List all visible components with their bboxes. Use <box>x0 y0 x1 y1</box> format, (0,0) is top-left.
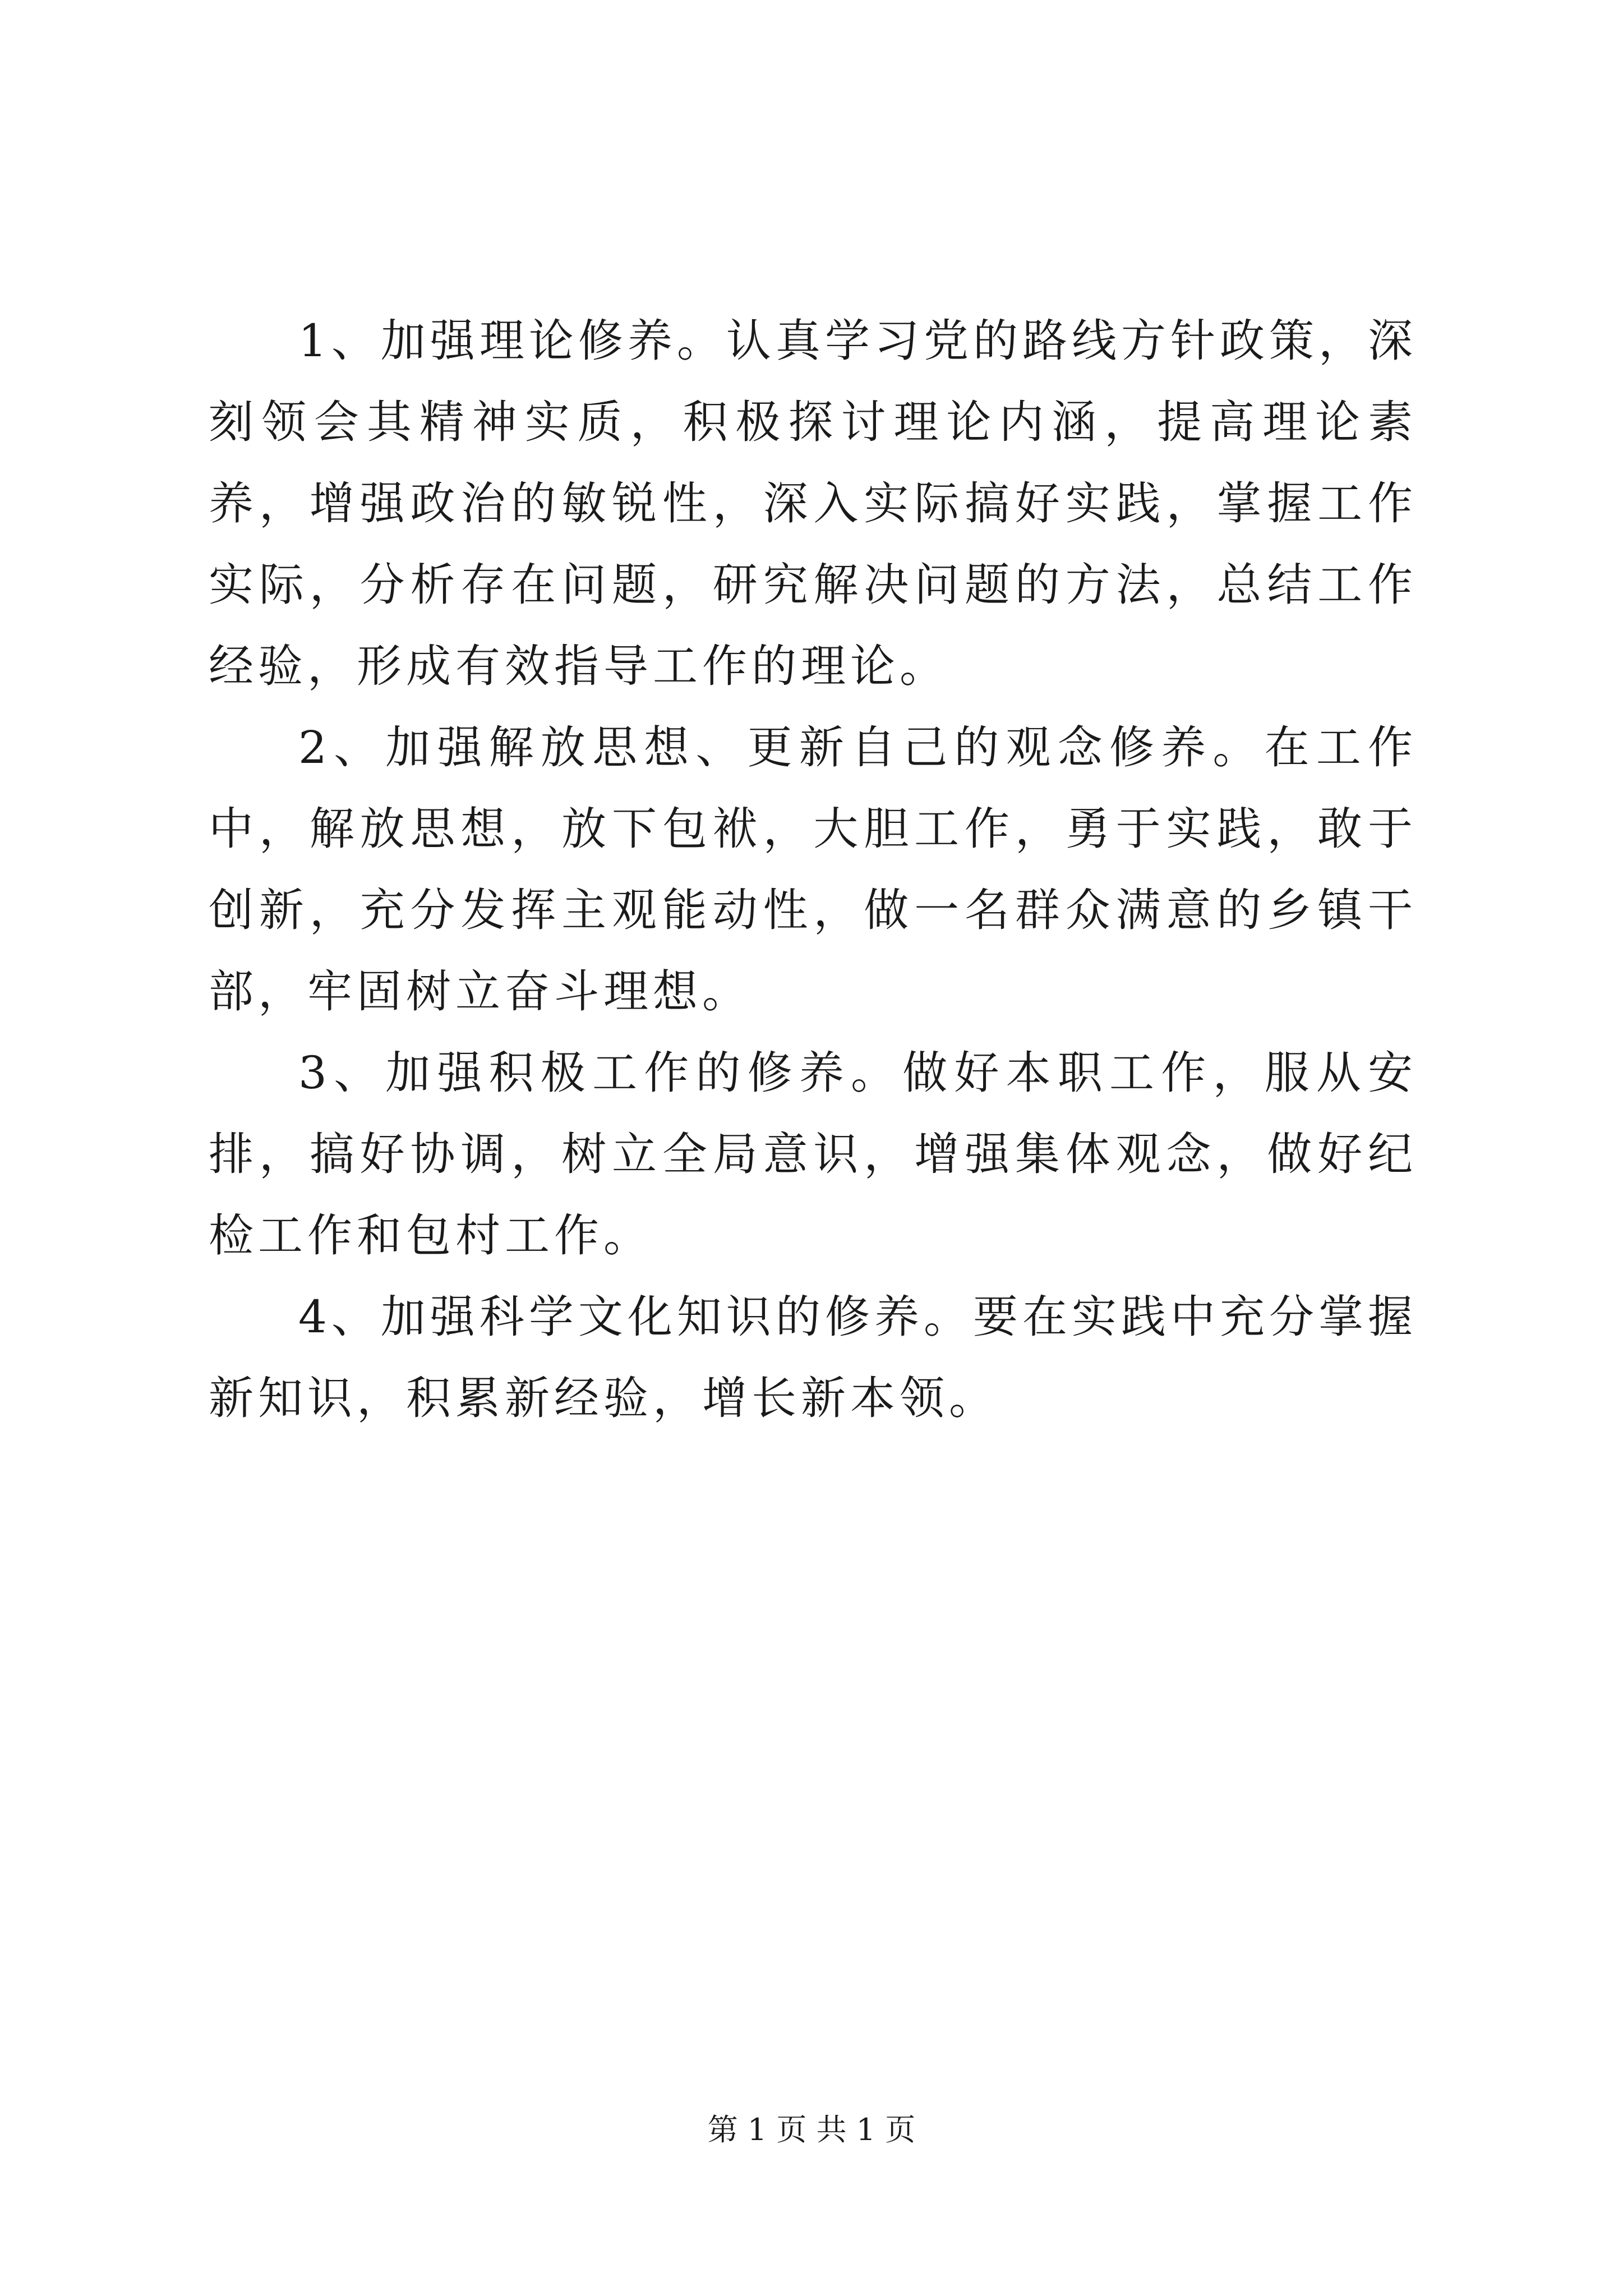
paragraph-1: 1、加强理论修养。认真学习党的路线方针政策，深刻领会其精神实质，积极探讨理论内涵，提高理论素养，增强政治的敏锐性，深入实际搞好实践，掌握工作实际，分析存在问题，研究解决问题的方法，总结工作经验，形成有效指导工作的理论。 <box>209 315 1417 692</box>
paragraph-3: 3、加强积极工作的修养。做好本职工作，服从安排，搞好协调，树立全局意识，增强集体观念，做好纪检工作和包村工作。 <box>209 1047 1417 1262</box>
page-number-footer: 第 1 页 共 1 页 <box>707 2112 916 2147</box>
document-body <box>209 300 1417 1439</box>
paragraph-4: 4、加强科学文化知识的修养。要在实践中充分掌握新知识，积累新经验，增长新本领。 <box>209 1291 1417 1424</box>
paragraph-2: 2、加强解放思想、更新自己的观念修养。在工作中，解放思想，放下包袱，大胆工作，勇于实践，敢于创新，充分发挥主观能动性，做一名群众满意的乡镇干部，牢固树立奋斗理想。 <box>209 721 1417 1018</box>
